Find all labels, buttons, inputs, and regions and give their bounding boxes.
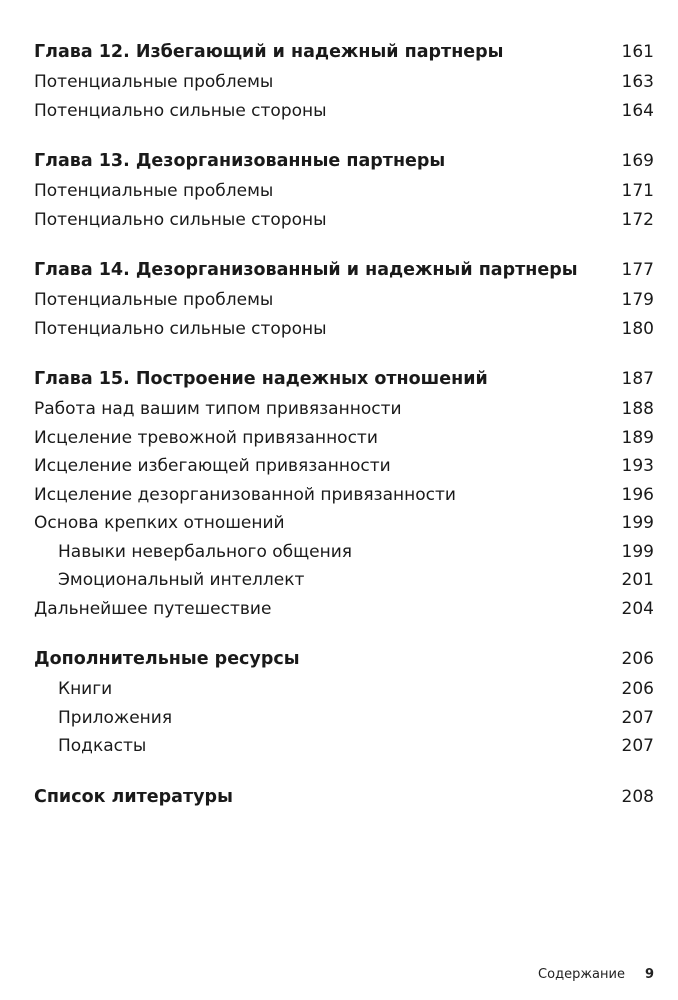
toc-entry-page: 206 [621, 679, 654, 699]
toc-entry [34, 97, 654, 126]
toc-entry [34, 286, 654, 315]
toc-entry-title: Дополнительные ресурсы [34, 649, 300, 669]
toc-entry-title: Потенциальные проблемы [34, 290, 274, 310]
toc-entry [34, 145, 654, 177]
toc-entry [34, 68, 654, 97]
toc-entry [34, 643, 654, 675]
toc-entry-page: 199 [621, 513, 654, 533]
toc-entry-title: Исцеление избегающей привязанности [34, 456, 391, 476]
toc-entry [34, 566, 654, 595]
toc-entry-page: 193 [621, 456, 654, 476]
toc-entry-page: 163 [621, 72, 654, 92]
toc-entry-page: 189 [621, 427, 654, 448]
toc-entry-page: 171 [621, 181, 654, 201]
table-of-contents [34, 36, 654, 813]
toc-entry-page: 161 [621, 42, 654, 62]
toc-entry-page: 206 [621, 649, 654, 669]
toc-entry-title: Основа крепких отношений [34, 513, 285, 533]
footer-label: Содержание [538, 967, 625, 982]
toc-entry-title: Потенциально сильные стороны [34, 209, 327, 230]
toc-entry [34, 36, 654, 68]
page-number: 9 [644, 967, 654, 982]
toc-entry-page: 204 [621, 598, 654, 619]
toc-entry-title: Глава 15. Построение надежных отношений [34, 369, 488, 389]
toc-entry [34, 732, 654, 761]
toc-entry-page: 177 [621, 260, 654, 280]
toc-entry [34, 538, 654, 567]
toc-entry-page: 188 [621, 399, 654, 419]
toc-entry-page: 187 [621, 369, 654, 389]
toc-entry-title: Эмоциональный интеллект [58, 570, 305, 590]
toc-entry-title: Потенциально сильные стороны [34, 318, 327, 339]
toc-entry [34, 395, 654, 424]
toc-entry-title: Работа над вашим типом привязанности [34, 399, 402, 419]
toc-entry [34, 315, 654, 344]
toc-entry-page: 172 [621, 209, 654, 230]
toc-entry-page: 207 [621, 707, 654, 728]
toc-entry-title: Потенциально сильные стороны [34, 100, 327, 121]
toc-entry [34, 254, 654, 286]
toc-entry-page: 199 [621, 541, 654, 562]
toc-entry-page: 207 [621, 736, 654, 756]
toc-entry-title: Глава 14. Дезорганизованный и надежный партнеры [34, 260, 578, 280]
page-footer [538, 967, 654, 982]
toc-entry-page: 180 [621, 318, 654, 339]
toc-entry-page: 201 [621, 570, 654, 590]
toc-entry-title: Подкасты [58, 736, 147, 756]
toc-entry [34, 363, 654, 395]
toc-entry-title: Глава 13. Дезорганизованные партнеры [34, 151, 446, 171]
toc-entry [34, 595, 654, 624]
toc-entry-title: Глава 12. Избегающий и надежный партнеры [34, 42, 504, 62]
toc-entry-title: Навыки невербального общения [58, 541, 352, 562]
toc-entry [34, 481, 654, 510]
toc-entry [34, 781, 654, 813]
toc-entry-page: 169 [621, 151, 654, 171]
toc-entry-title: Книги [58, 679, 113, 699]
toc-entry [34, 177, 654, 206]
toc-entry-title: Дальнейшее путешествие [34, 598, 272, 619]
toc-entry-title: Исцеление тревожной привязанности [34, 427, 378, 448]
toc-entry-page: 164 [621, 100, 654, 121]
toc-entry-title: Потенциальные проблемы [34, 72, 274, 92]
toc-entry [34, 452, 654, 481]
toc-entry-page: 196 [621, 484, 654, 505]
toc-entry-title: Список литературы [34, 786, 233, 807]
toc-entry-page: 179 [621, 290, 654, 310]
toc-entry-title: Приложения [58, 707, 173, 728]
toc-entry [34, 675, 654, 704]
toc-entry-page: 208 [621, 786, 654, 807]
toc-entry [34, 509, 654, 538]
toc-entry-title: Исцеление дезорганизованной привязанности [34, 484, 456, 505]
toc-entry [34, 424, 654, 453]
toc-entry [34, 704, 654, 733]
toc-entry-title: Потенциальные проблемы [34, 181, 274, 201]
toc-entry [34, 206, 654, 235]
